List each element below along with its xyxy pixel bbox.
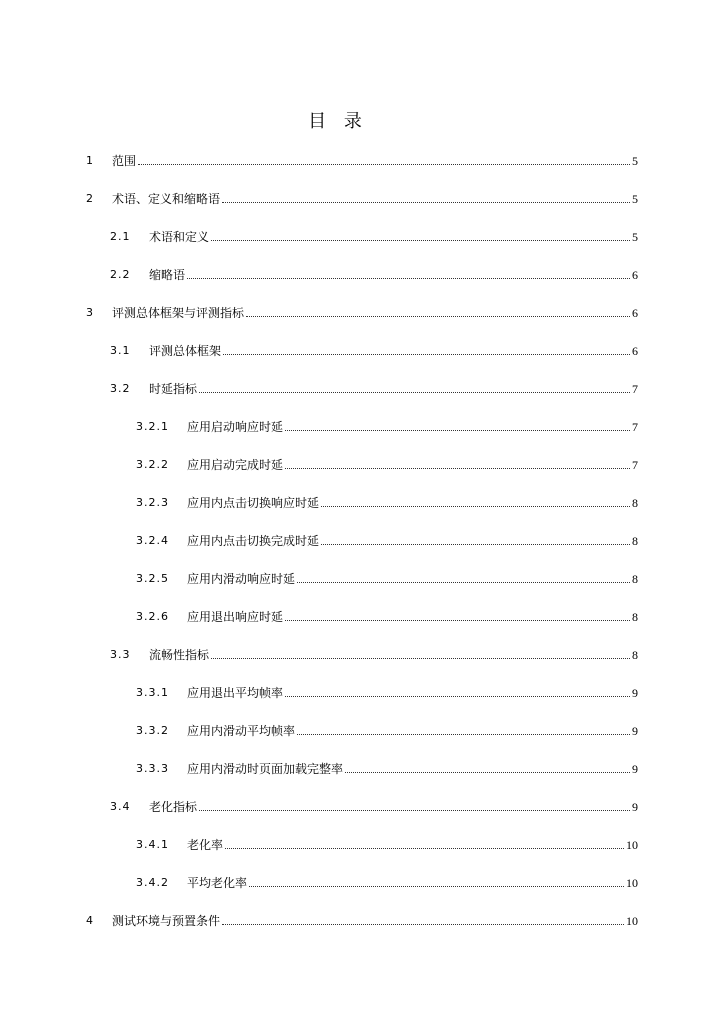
toc-entry-number: 3.4.2 — [136, 876, 169, 889]
dot-leader — [199, 809, 630, 811]
toc-entry-label: 应用内滑动时页面加载完整率 — [187, 762, 344, 776]
dot-leader — [285, 619, 630, 621]
toc-entry-label: 范围 — [112, 154, 137, 168]
toc-entry-page-number: 6 — [632, 268, 638, 282]
dot-leader — [249, 885, 624, 887]
toc-entry-page-number: 8 — [632, 610, 638, 624]
toc-entry-number: 4 — [86, 914, 94, 927]
toc-entry-label: 老化率 — [187, 838, 224, 852]
toc-entry-number: 3.4.1 — [136, 838, 169, 851]
toc-entry-page-number: 7 — [632, 382, 638, 396]
toc-entry-page-number: 9 — [632, 762, 638, 776]
toc-entry-label: 应用内滑动响应时延 — [187, 572, 296, 586]
toc-entry[interactable] — [86, 910, 638, 928]
toc-entry[interactable] — [136, 492, 638, 510]
toc-entry-label: 应用内点击切换完成时延 — [187, 534, 320, 548]
toc-entry-page-number: 5 — [632, 230, 638, 244]
toc-entry-page-number: 5 — [632, 154, 638, 168]
toc-entry-page-number: 6 — [632, 344, 638, 358]
toc-entry[interactable] — [136, 758, 638, 776]
toc-entry-page-number: 8 — [632, 648, 638, 662]
toc-entry-number: 3.3 — [110, 648, 131, 661]
toc-entry-number: 1 — [86, 154, 94, 167]
toc-entry-page-number: 10 — [626, 838, 638, 852]
dot-leader — [285, 467, 630, 469]
toc-entry-number: 3.3.3 — [136, 762, 169, 775]
toc-entry-label: 缩略语 — [149, 268, 186, 282]
toc-entry-label: 应用内滑动平均帧率 — [187, 724, 296, 738]
toc-entry[interactable] — [86, 150, 638, 168]
toc-entry-number: 2.2 — [110, 268, 131, 281]
dot-leader — [138, 163, 630, 165]
toc-entry[interactable] — [136, 720, 638, 738]
toc-entry[interactable] — [136, 530, 638, 548]
dot-leader — [211, 239, 630, 241]
toc-entry-number: 3.2.5 — [136, 572, 169, 585]
toc-entry-label: 应用退出平均帧率 — [187, 686, 284, 700]
toc-entry-page-number: 10 — [626, 914, 638, 928]
toc-entry[interactable] — [136, 454, 638, 472]
toc-entry-page-number: 9 — [632, 800, 638, 814]
toc-entry[interactable] — [136, 834, 638, 852]
toc-entry-page-number: 9 — [632, 724, 638, 738]
toc-entry-label: 老化指标 — [149, 800, 198, 814]
toc-entry-number: 3.3.2 — [136, 724, 169, 737]
toc-entry-number: 3.2.6 — [136, 610, 169, 623]
toc-entry[interactable] — [136, 568, 638, 586]
toc-entry-label: 测试环境与预置条件 — [112, 914, 221, 928]
dot-leader — [321, 505, 630, 507]
toc-entry-number: 2 — [86, 192, 94, 205]
dot-leader — [187, 277, 630, 279]
toc-entry-label: 评测总体框架 — [149, 344, 222, 358]
toc-entry-label: 术语、定义和缩略语 — [112, 192, 221, 206]
toc-entry-page-number: 5 — [632, 192, 638, 206]
dot-leader — [297, 733, 630, 735]
toc-entry-page-number: 7 — [632, 458, 638, 472]
dot-leader — [223, 353, 630, 355]
toc-entry[interactable] — [110, 264, 638, 282]
toc-entry-page-number: 8 — [632, 572, 638, 586]
dot-leader — [297, 581, 630, 583]
toc-entry-label: 应用启动完成时延 — [187, 458, 284, 472]
toc-entry[interactable] — [110, 378, 638, 396]
toc-entry-number: 3.2.3 — [136, 496, 169, 509]
toc-entry[interactable] — [110, 796, 638, 814]
toc-entry-page-number: 8 — [632, 496, 638, 510]
dot-leader — [345, 771, 630, 773]
dot-leader — [222, 201, 630, 203]
toc-entry-number: 3.1 — [110, 344, 131, 357]
toc-entry-number: 3.2.4 — [136, 534, 169, 547]
toc-entry-number: 3.2 — [110, 382, 131, 395]
toc-entry-page-number: 8 — [632, 534, 638, 548]
toc-entry-label: 应用内点击切换响应时延 — [187, 496, 320, 510]
toc-entry-number: 3.3.1 — [136, 686, 169, 699]
toc-entry-number: 2.1 — [110, 230, 131, 243]
toc-entry[interactable] — [86, 302, 638, 320]
dot-leader — [321, 543, 630, 545]
toc-entry-number: 3.2.1 — [136, 420, 169, 433]
dot-leader — [285, 695, 630, 697]
toc-entry-page-number: 6 — [632, 306, 638, 320]
toc-entry-label: 术语和定义 — [149, 230, 210, 244]
toc-entry[interactable] — [110, 340, 638, 358]
dot-leader — [285, 429, 630, 431]
toc-entry-number: 3.4 — [110, 800, 131, 813]
toc-entry-page-number: 9 — [632, 686, 638, 700]
toc-entry[interactable] — [136, 606, 638, 624]
dot-leader — [211, 657, 630, 659]
toc-entry-label: 流畅性指标 — [149, 648, 210, 662]
toc-entry-number: 3 — [86, 306, 94, 319]
toc-entry[interactable] — [136, 682, 638, 700]
toc-entry-page-number: 7 — [632, 420, 638, 434]
toc-entry[interactable] — [110, 226, 638, 244]
toc-entry-number: 3.2.2 — [136, 458, 169, 471]
toc-entry[interactable] — [86, 188, 638, 206]
dot-leader — [246, 315, 630, 317]
toc-entry-label: 应用启动响应时延 — [187, 420, 284, 434]
toc-entry-label: 平均老化率 — [187, 876, 248, 890]
toc-entry-label: 时延指标 — [149, 382, 198, 396]
dot-leader — [225, 847, 624, 849]
toc-title: 目 录 — [308, 111, 368, 132]
toc-entry[interactable] — [110, 644, 638, 662]
dot-leader — [222, 923, 624, 925]
toc-entry-label: 评测总体框架与评测指标 — [112, 306, 245, 320]
toc-entry-page-number: 10 — [626, 876, 638, 890]
toc-entry[interactable] — [136, 872, 638, 890]
toc-entry[interactable] — [136, 416, 638, 434]
dot-leader — [199, 391, 630, 393]
toc-entry-label: 应用退出响应时延 — [187, 610, 284, 624]
